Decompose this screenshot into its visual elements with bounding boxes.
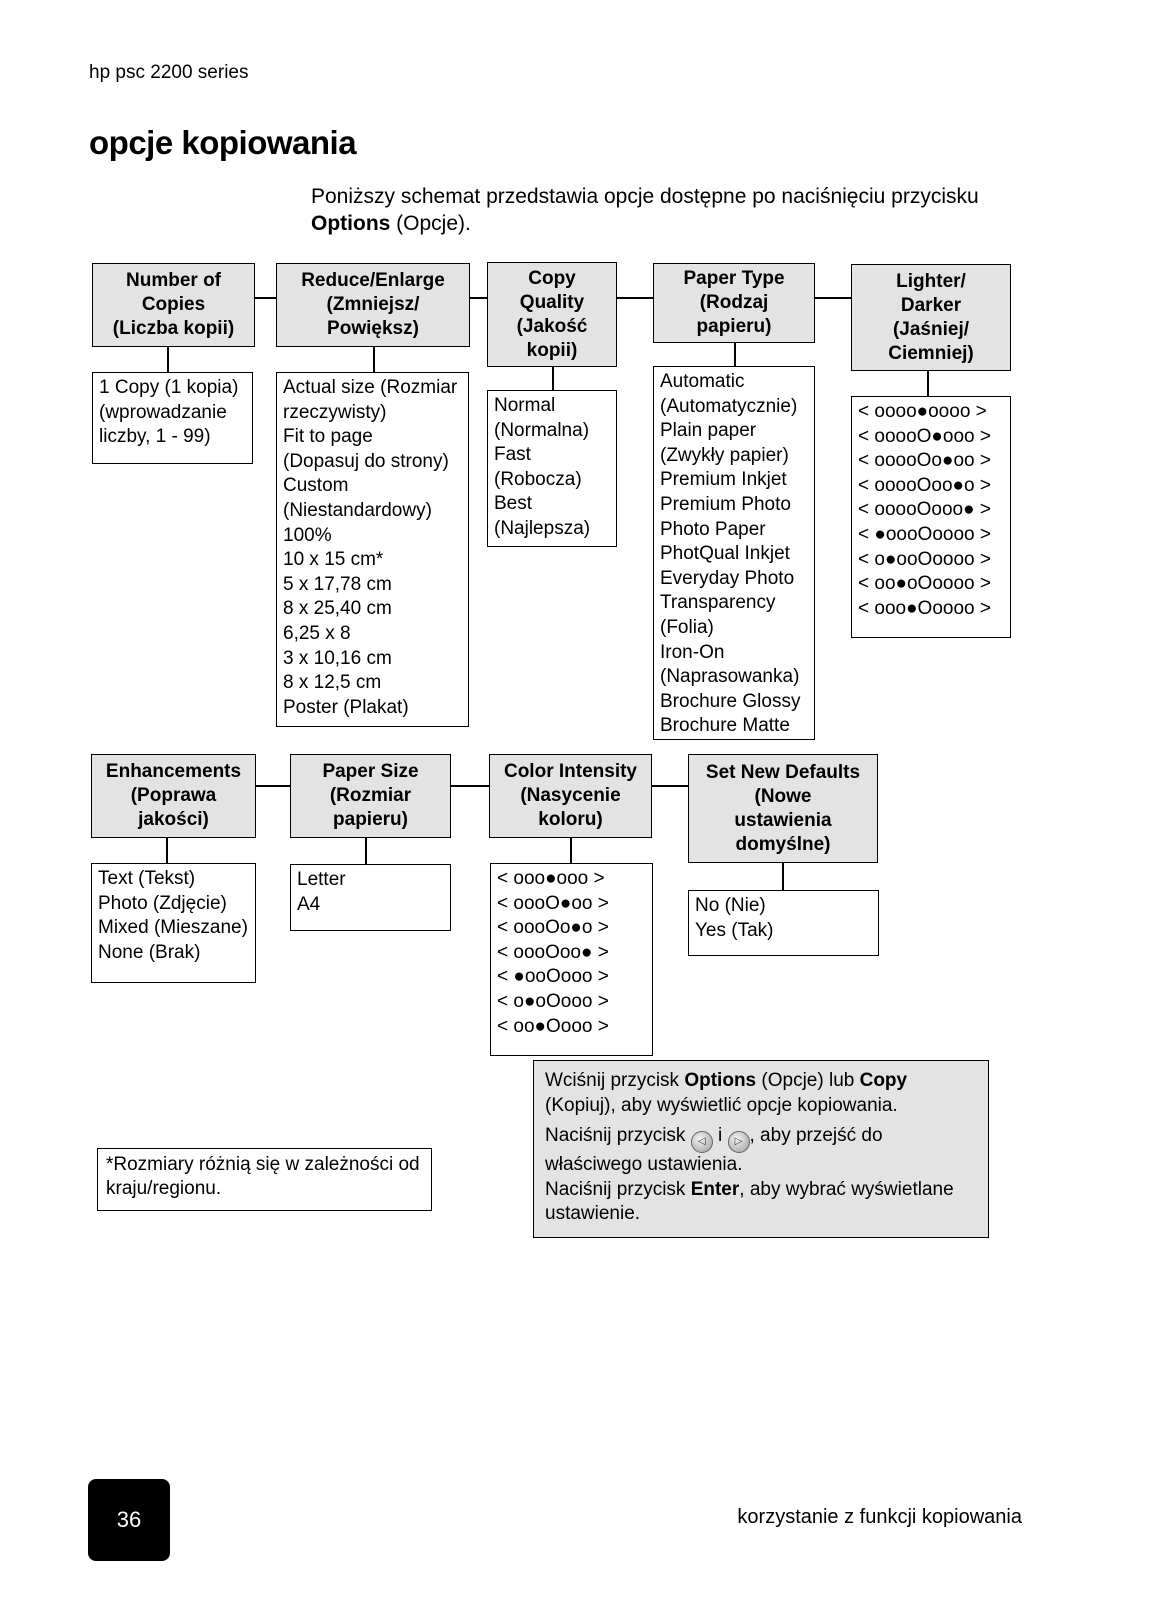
connector-line [927, 371, 929, 397]
option-item: (Zwykły papier) [660, 444, 789, 466]
option-item: 10 x 15 cm* [283, 549, 384, 571]
options-reduce-enlarge [276, 372, 469, 727]
option-item: Poster (Plakat) [283, 696, 409, 718]
option-item: Actual size (Rozmiar [283, 377, 458, 398]
option-item: Iron-On [660, 641, 725, 663]
footnote-box: *Rozmiary różnią się w zależności od kraju/regionu. [97, 1148, 432, 1211]
option-item: < ooooOoo●o > [858, 474, 991, 496]
option-item: No (Nie) [695, 895, 766, 916]
option-item: Best [494, 493, 533, 515]
intro-options-bold: Options [311, 212, 391, 235]
instruction-3 [545, 1178, 977, 1227]
menu-header-paper-type: Paper Type (Rodzaj papieru) [653, 263, 815, 343]
connector-line [365, 838, 367, 864]
option-item: < ooooOooo● > [858, 499, 991, 521]
menu-header-set-new-defaults: Set New Defaults (Nowe ustawienia domyślne) [688, 754, 878, 863]
enter-key-label: Enter [690, 1178, 740, 1200]
intro-text-after: (Opcje). [396, 212, 471, 235]
instructions-box [533, 1060, 989, 1238]
option-item: Normal [494, 395, 556, 416]
connector-line [782, 862, 784, 890]
connector-line [451, 785, 489, 787]
options-paper-size [290, 864, 451, 931]
instruction-text: (Opcje) lub [761, 1070, 855, 1091]
page-number: 36 [116, 1507, 142, 1532]
page-title: opcje kopiowania [89, 124, 357, 161]
intro-paragraph [311, 183, 1031, 237]
option-item: < ooo●Ooooo > [858, 597, 991, 619]
option-item: < oooOo●o > [497, 917, 609, 939]
connector-line [570, 838, 572, 864]
option-item: (Dopasuj do strony) [283, 450, 449, 472]
connector-line [651, 785, 688, 787]
option-item: Photo (Zdjęcie) [98, 892, 227, 914]
options-paper-type [653, 366, 815, 740]
instruction-text: , aby wybrać wyświetlane ustawienie. [545, 1178, 954, 1224]
connector-line [470, 297, 488, 299]
option-item: 100% [283, 524, 332, 546]
menu-header-paper-size: Paper Size (Rozmiar papieru) [290, 754, 451, 838]
right-arrow-button-icon: ▷ [728, 1131, 750, 1153]
options-lighter-darker [851, 396, 1011, 638]
copy-key-label: Copy [859, 1070, 908, 1091]
footer-section-title: korzystanie z funkcji kopiowania [737, 1506, 1022, 1528]
option-item: < oooo●oooo > [858, 401, 987, 422]
left-arrow-button-icon: ◁ [691, 1131, 713, 1153]
option-item: (Najlepsza) [494, 517, 591, 539]
menu-header-reduce-enlarge: Reduce/Enlarge (Zmniejsz/ Powiększ) [276, 263, 470, 347]
options-copy-quality [487, 390, 617, 547]
connector-line [255, 297, 277, 299]
option-item: Transparency [660, 592, 776, 614]
connector-line [552, 367, 554, 391]
menu-header-color-intensity: Color Intensity (Nasycenie koloru) [489, 754, 652, 838]
option-item: (Folia) [660, 616, 714, 638]
options-number-of-copies [92, 372, 253, 464]
options-key-label: Options [684, 1070, 757, 1091]
instruction-text: (Kopiuj), aby wyświetlić opcje kopiowania. [545, 1094, 898, 1116]
option-item: 1 Copy (1 kopia) [99, 377, 239, 398]
option-item: < o●ooOoooo > [858, 548, 991, 570]
option-item: Photo Paper [660, 518, 766, 540]
option-item: A4 [297, 893, 321, 915]
running-header: hp psc 2200 series [89, 62, 249, 83]
instruction-text: , aby przejść do właściwego ustawienia. [545, 1125, 883, 1175]
option-item: 5 x 17,78 cm [283, 573, 392, 595]
option-item: 3 x 10,16 cm [283, 647, 392, 669]
option-item: < oo●oOoooo > [858, 573, 991, 595]
option-item: < o●oOooo > [497, 990, 609, 1012]
option-item: < oooOoo● > [497, 941, 609, 963]
menu-header-enhancements: Enhancements (Poprawa jakości) [91, 754, 256, 838]
option-item: Premium Photo [660, 493, 791, 515]
instruction-2 [545, 1124, 977, 1178]
instruction-1 [545, 1069, 977, 1118]
options-color-intensity [490, 863, 653, 1056]
option-item: < ooo●ooo > [497, 868, 605, 889]
connector-line [255, 785, 290, 787]
option-item: liczby, 1 - 99) [99, 426, 211, 448]
menu-header-copy-quality: Copy Quality (Jakość kopii) [487, 262, 617, 367]
option-item: rzeczywisty) [283, 401, 387, 423]
instruction-text: Naciśnij przycisk [545, 1178, 686, 1200]
option-item: Fast [494, 444, 531, 466]
option-item: (Naprasowanka) [660, 666, 800, 688]
option-item: 8 x 12,5 cm [283, 672, 382, 694]
option-item: Custom [283, 475, 349, 497]
option-item: Brochure Glossy [660, 690, 801, 712]
option-item: None (Brak) [98, 941, 201, 963]
instruction-text: i [717, 1125, 723, 1146]
option-item: Text (Tekst) [98, 868, 196, 889]
option-item: < ●oooOoooo > [858, 523, 991, 545]
option-item: < ooooOo●oo > [858, 450, 991, 472]
option-item: Mixed (Mieszane) [98, 917, 248, 939]
option-item: < oo●Oooo > [497, 1015, 609, 1037]
option-item: 6,25 x 8 [283, 622, 351, 644]
intro-text: Poniższy schemat przedstawia opcje dostępne po naciśnięciu przycisku [311, 185, 979, 208]
option-item: (Niestandardowy) [283, 499, 432, 521]
option-item: Everyday Photo [660, 567, 795, 589]
connector-line [815, 297, 852, 299]
option-item: (Robocza) [494, 468, 582, 490]
options-set-new-defaults [688, 890, 879, 956]
instruction-text: Wciśnij przycisk [545, 1070, 680, 1091]
option-item: 8 x 25,40 cm [283, 598, 392, 620]
connector-line [166, 838, 168, 864]
menu-header-lighter-darker: Lighter/ Darker (Jaśniej/ Ciemniej) [851, 264, 1011, 371]
option-item: Brochure Matte [660, 715, 790, 737]
options-enhancements [91, 863, 256, 983]
option-item: (Automatycznie) [660, 395, 798, 417]
menu-header-number-of-copies: Number of Copies (Liczba kopii) [92, 263, 255, 347]
connector-line [617, 297, 654, 299]
option-item: Letter [297, 869, 346, 890]
option-item: < ●ooOooo > [497, 966, 609, 988]
option-item: Fit to page [283, 426, 373, 448]
option-item: < oooO●oo > [497, 892, 609, 914]
option-item: Plain paper [660, 420, 757, 442]
option-item: (wprowadzanie [99, 401, 227, 423]
option-item: Yes (Tak) [695, 919, 774, 941]
option-item: Premium Inkjet [660, 469, 787, 491]
option-item: Automatic [660, 371, 745, 392]
option-item: (Normalna) [494, 419, 590, 441]
page-number-badge [88, 1479, 170, 1561]
option-item: PhotQual Inkjet [660, 543, 790, 565]
connector-line [734, 343, 736, 367]
option-item: < ooooO●ooo > [858, 425, 991, 447]
instruction-text: Naciśnij przycisk [545, 1125, 686, 1146]
